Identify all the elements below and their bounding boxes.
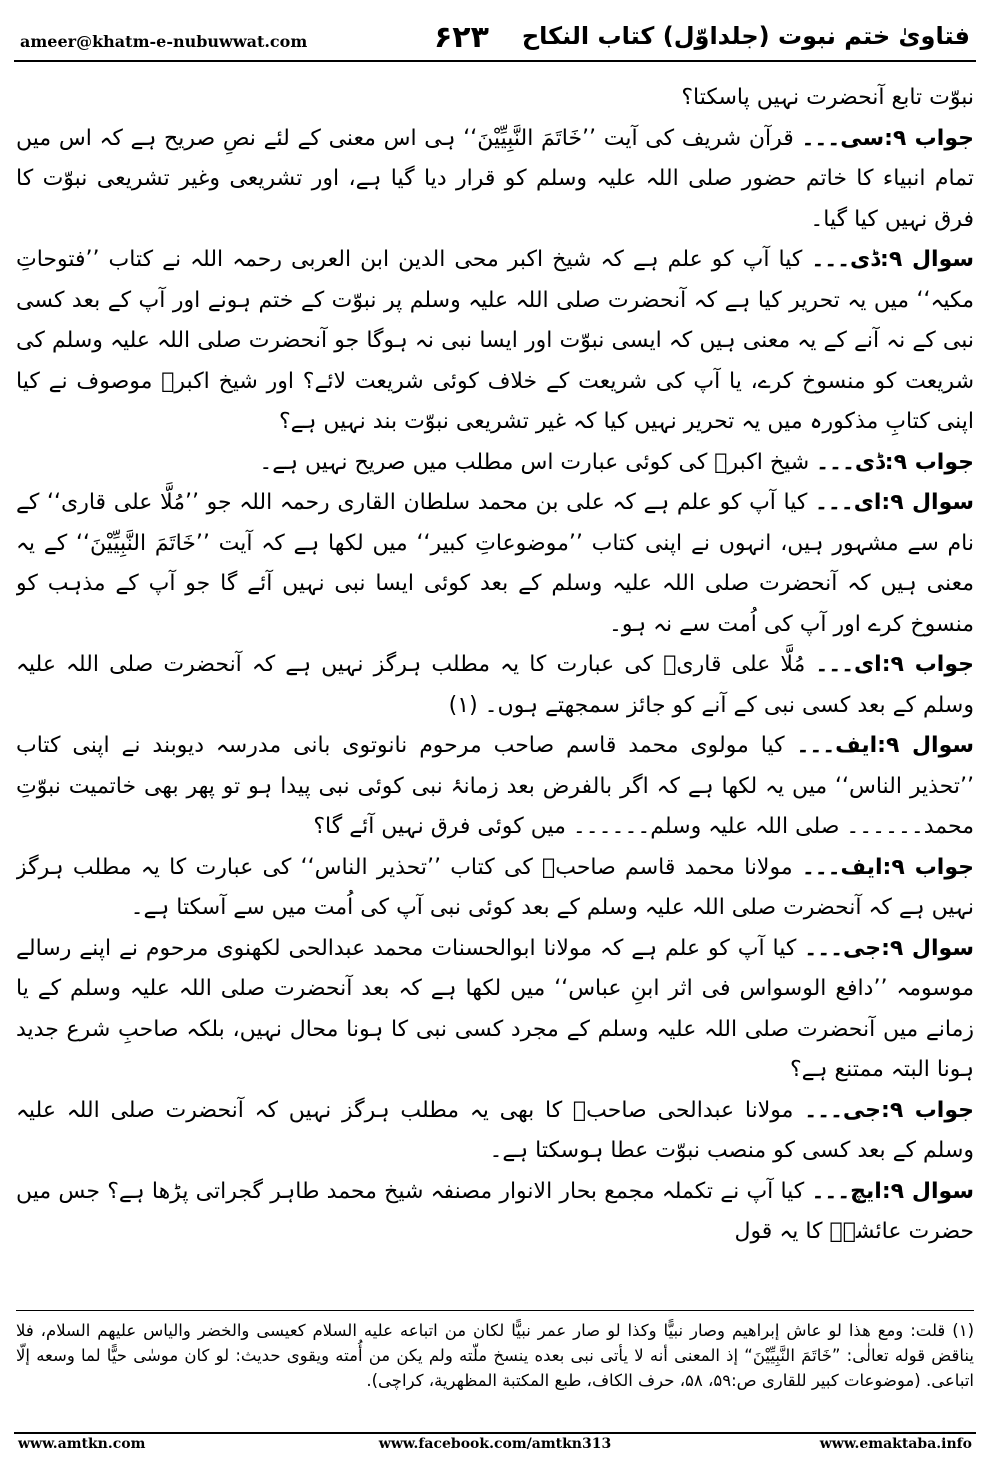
paragraph-text: مولانا محمد قاسم صاحبؒ کی کتاب ’’تحذیر الناس‘‘ کی عبارت کا یہ مطلب ہرگز نہیں ہے کہ آنحضرت صلی اللہ علیہ وسلم کے بعد کوئی نبی آپ کی اُمت میں سے آسکتا ہے۔ — [16, 854, 974, 920]
page-footer — [14, 1434, 976, 1456]
footnote: (۱) قلت: ومع هذا لو عاش إبراهیم وصار نبیًّا وكذا لو صار عمر نبیًّا لكان من اتباعه علیه السلام كعیسى والخضر والیاس علیهم السلام، فلا یناقض قوله تعالٰى: ”خَاتَمَ النَّبِیِّیْنَ“ إذ المعنى أنه لا یأتی نبی بعده ینسخ ملّته ولم یكن من أُمته ویقوی حدیث: لو كان موسٰى حیًّا لما وسعه إلّا اتباعی. (موضوعات كبیر للقاری ص:۵۹، ۵۸، حرف الكاف، طبع المكتبة المظهرية، كراچی). — [16, 1321, 974, 1390]
paragraph-text: مولانا عبدالحی صاحبؒ کا بھی یہ مطلب ہرگز نہیں کہ آنحضرت صلی اللہ علیہ وسلم کے بعد کسی کو منصب نبوّت عطا ہوسکتا ہے۔ — [16, 1097, 974, 1163]
footer-link-emaktaba[interactable]: www.emaktaba.info — [819, 1436, 972, 1452]
footer-link-amtkn[interactable]: www.amtkn.com — [18, 1436, 146, 1452]
footer-link-facebook[interactable]: www.facebook.com/amtkn313 — [378, 1436, 612, 1452]
footnote-rule — [16, 1310, 974, 1311]
paragraph-text: قرآن شریف کی آیت ’’خَاتَمَ النَّبِیِّیْنَ‘‘ ہی اس معنی کے لئے نصِ صریح ہے کہ اس میں تمام انبیاء کا خاتم حضور صلی اللہ علیہ وسلم کو قرار دیا گیا ہے، اور تشریعی وغیر تشریعی نبوّت کا فرق نہیں کیا گیا۔ — [16, 125, 974, 232]
paragraph — [16, 726, 974, 848]
qa-label: جواب ۹:جی۔۔۔ — [804, 1097, 974, 1123]
paragraph — [16, 1172, 974, 1253]
header-email: ameer@khatm-e-nubuwwat.com — [20, 32, 308, 51]
paragraph — [16, 645, 974, 726]
paragraph-text: کیا آپ کو علم ہے کہ علی بن محمد سلطان القاری رحمہ اللہ جو ’’مُلَّا علی قاری‘‘ کے نام سے مشہور ہیں، انہوں نے اپنی کتاب ’’موضوعاتِ کبیر‘‘ میں لکھا ہے کہ آیت ’’خَاتَمَ النَّبِیِّیْنَ‘‘ کے یہ معنی ہیں کہ آنحضرت صلی اللہ علیہ وسلم کے بعد کوئی ایسا نبی نہیں آئے گا جو آپ کے مذہب کو منسوخ کرے اور آپ کی اُمت سے نہ ہو۔ — [16, 490, 974, 637]
paragraph — [16, 443, 974, 484]
qa-label: سوال ۹:ای۔۔۔ — [815, 490, 974, 515]
paragraph — [16, 119, 974, 241]
paragraph — [16, 929, 974, 1091]
paragraph-text: نبوّت تابع آنحضرت نہیں پاسکتا؟ — [681, 85, 974, 110]
paragraph-text: کیا آپ نے تکملہ مجمع بحار الانوار مصنفہ شیخ محمد طاہر گجراتی پڑھا ہے؟ جس میں حضرت عائشہؓ کا یہ قول — [16, 1178, 974, 1244]
paragraph-text: کیا آپ کو علم ہے کہ مولانا ابوالحسنات محمد عبدالحی لکھنوی مرحوم نے اپنے رسالے موسومہ ’’دافع الوسواس فی اثر ابنِ عباس‘‘ میں لکھا ہے کہ بعد آنحضرت صلی اللہ علیہ وسلم کے یا زمانے میں آنحضرت صلی اللہ علیہ وسلم کے مجرد کسی نبی کا ہونا محال نہیں، بلکہ صاحبِ شرع جدید ہونا البتہ ممتنع ہے؟ — [16, 935, 974, 1082]
qa-label: سوال ۹:جی۔۔۔ — [804, 935, 974, 961]
paragraph-text: کیا آپ کو علم ہے کہ شیخ اکبر محی الدین ابن العربی رحمہ اللہ نے کتاب ’’فتوحاتِ مکیہ‘‘ میں یہ تحریر کیا ہے کہ آنحضرت صلی اللہ علیہ وسلم پر نبوّت کے ختم ہونے اور آپ کے بعد کسی نبی کے نہ آنے کے یہ معنی ہیں کہ ایسی نبوّت اور ایسا نبی نہ ہوگا جو آنحضرت صلی اللہ علیہ وسلم کی شریعت کو منسوخ کرے، یا آپ کی شریعت کے خلاف کوئی شریعت لائے؟ اور شیخ اکبرؒ موصوف نے کیا اپنی کتابِ مذکورہ میں یہ تحریر نہیں کیا کہ غیر تشریعی نبوّت بند نہیں ہے؟ — [16, 247, 974, 434]
paragraph — [16, 483, 974, 645]
paragraph — [16, 848, 974, 929]
qa-label: جواب ۹:سی۔۔۔ — [801, 125, 974, 151]
page-number: ۶۲۳ — [434, 20, 489, 55]
qa-label: جواب ۹:ای۔۔۔ — [815, 652, 974, 677]
paragraph-text: کیا مولوی محمد قاسم صاحب مرحوم نانوتوی بانی مدرسہ دیوبند نے اپنی کتاب ’’تحذیر الناس‘‘ میں یہ لکھا ہے کہ اگر بالفرض بعد زمانۂ نبی کوئی نبی پیدا ہو تو پھر بھی خاتمیت نبوّتِ محمد۔۔۔۔۔۔ صلی اللہ علیہ وسلم۔۔۔۔۔۔ میں کوئی فرق نہیں آئے گا؟ — [16, 733, 974, 839]
paragraph-text: شیخ اکبرؒ کی کوئی عبارت اس مطلب میں صریح نہیں ہے۔ — [259, 449, 810, 475]
qa-label: سوال ۹:ایچ۔۔۔ — [811, 1178, 974, 1204]
paragraph — [16, 78, 974, 119]
qa-label: جواب ۹:ایف۔۔۔ — [801, 854, 974, 880]
paragraph — [16, 240, 974, 443]
page-header — [14, 18, 976, 62]
page-body — [16, 78, 974, 1304]
paragraph — [16, 1091, 974, 1172]
book-title: فتاویٰ ختم نبوت (جلداوّل) کتاب النکاح — [521, 22, 970, 50]
qa-label: سوال ۹:ڈی۔۔۔ — [811, 247, 974, 272]
qa-label: جواب ۹:ڈی۔۔۔ — [816, 449, 974, 475]
qa-label: سوال ۹:ایف۔۔۔ — [796, 733, 974, 758]
header-rule — [14, 60, 976, 62]
paragraph-text: مُلَّا علی قاریؒ کی عبارت کا یہ مطلب ہرگز نہیں ہے کہ آنحضرت صلی اللہ علیہ وسلم کے بعد کسی نبی کے آنے کو جائز سمجھتے ہوں۔ (۱) — [16, 652, 974, 718]
